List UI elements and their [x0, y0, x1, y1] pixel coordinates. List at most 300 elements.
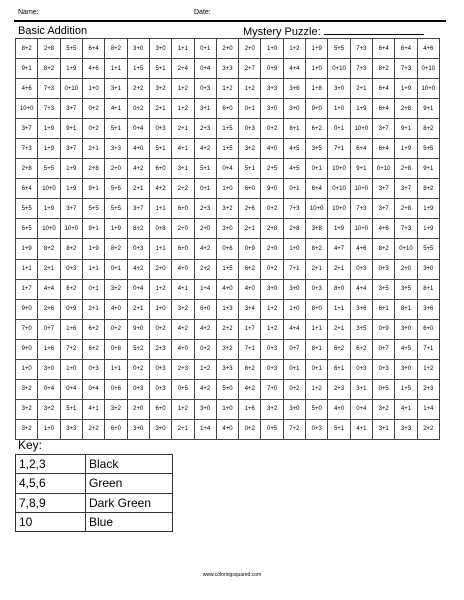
grid-cell[interactable]: 0+1 — [306, 159, 328, 179]
grid-cell[interactable]: 0+1 — [194, 179, 216, 199]
grid-cell[interactable]: 3+0 — [127, 419, 149, 439]
grid-cell[interactable]: 3+0 — [395, 359, 417, 379]
grid-cell[interactable]: 6+4 — [373, 99, 395, 119]
grid-cell[interactable]: 3+3 — [60, 419, 82, 439]
grid-cell[interactable]: 1+2 — [306, 379, 328, 399]
grid-cell[interactable]: 8+2 — [127, 219, 149, 239]
grid-cell[interactable]: 1+2 — [261, 299, 283, 319]
grid-cell[interactable]: 6+0 — [216, 99, 238, 119]
grid-cell[interactable]: 0+2 — [261, 259, 283, 279]
grid-cell[interactable]: 0+4 — [127, 279, 149, 299]
grid-cell[interactable]: 6+4 — [373, 39, 395, 59]
grid-cell[interactable]: 3+0 — [216, 219, 238, 239]
grid-cell[interactable]: 3+2 — [105, 399, 127, 419]
grid-cell[interactable]: 7+3 — [350, 39, 372, 59]
grid-cell[interactable]: 1+1 — [105, 59, 127, 79]
grid-cell[interactable]: 0+1 — [105, 259, 127, 279]
grid-cell[interactable]: 0+2 — [105, 319, 127, 339]
grid-cell[interactable]: 3+2 — [172, 299, 194, 319]
grid-cell[interactable]: 3+6 — [417, 299, 439, 319]
grid-cell[interactable]: 1+9 — [328, 219, 350, 239]
grid-cell[interactable]: 1+9 — [60, 59, 82, 79]
grid-cell[interactable]: 0+3 — [261, 339, 283, 359]
grid-cell[interactable]: 4+5 — [283, 139, 305, 159]
grid-cell[interactable]: 0+9 — [60, 299, 82, 319]
grid-cell[interactable]: 7+1 — [239, 339, 261, 359]
grid-cell[interactable]: 5+1 — [149, 139, 171, 159]
grid-cell[interactable]: 3+5 — [306, 139, 328, 159]
grid-cell[interactable]: 5+5 — [328, 39, 350, 59]
grid-cell[interactable]: 1+2 — [283, 39, 305, 59]
grid-cell[interactable]: 1+5 — [216, 139, 238, 159]
grid-cell[interactable]: 2+8 — [283, 219, 305, 239]
grid-cell[interactable]: 4+2 — [194, 239, 216, 259]
grid-cell[interactable]: 2+1 — [328, 319, 350, 339]
grid-cell[interactable]: 1+0 — [216, 399, 238, 419]
grid-cell[interactable]: 5+1 — [239, 159, 261, 179]
grid-cell[interactable]: 0+10 — [373, 159, 395, 179]
grid-cell[interactable]: 1+0 — [16, 359, 38, 379]
grid-cell[interactable]: 1+2 — [417, 359, 439, 379]
grid-cell[interactable]: 1+5 — [127, 59, 149, 79]
grid-cell[interactable]: 1+9 — [38, 119, 60, 139]
grid-cell[interactable]: 2+8 — [16, 159, 38, 179]
grid-cell[interactable]: 0+3 — [127, 379, 149, 399]
grid-cell[interactable]: 9+1 — [395, 119, 417, 139]
grid-cell[interactable]: 10+0 — [328, 199, 350, 219]
grid-cell[interactable]: 0+2 — [149, 319, 171, 339]
grid-cell[interactable]: 10+0 — [306, 199, 328, 219]
grid-cell[interactable]: 3+5 — [395, 279, 417, 299]
grid-cell[interactable]: 3+2 — [261, 399, 283, 419]
grid-cell[interactable]: 3+2 — [16, 379, 38, 399]
grid-cell[interactable]: 2+0 — [149, 259, 171, 279]
grid-cell[interactable]: 2+8 — [82, 159, 104, 179]
grid-cell[interactable]: 1+9 — [350, 99, 372, 119]
grid-cell[interactable]: 1+3 — [216, 299, 238, 319]
grid-cell[interactable]: 0+10 — [417, 59, 439, 79]
grid-cell[interactable]: 9+1 — [60, 119, 82, 139]
grid-cell[interactable]: 1+2 — [194, 359, 216, 379]
grid-cell[interactable]: 2+2 — [127, 79, 149, 99]
grid-cell[interactable]: 1+4 — [194, 419, 216, 439]
grid-cell[interactable]: 1+1 — [306, 319, 328, 339]
grid-cell[interactable]: 8+2 — [306, 239, 328, 259]
grid-cell[interactable]: 6+4 — [82, 39, 104, 59]
grid-cell[interactable]: 3+7 — [60, 139, 82, 159]
grid-cell[interactable]: 3+0 — [261, 99, 283, 119]
grid-cell[interactable]: 10+0 — [328, 159, 350, 179]
grid-cell[interactable]: 5+1 — [194, 159, 216, 179]
grid-cell[interactable]: 2+8 — [395, 159, 417, 179]
grid-cell[interactable]: 9+1 — [82, 179, 104, 199]
grid-cell[interactable]: 3+0 — [283, 279, 305, 299]
grid-cell[interactable]: 6+0 — [239, 179, 261, 199]
grid-cell[interactable]: 0+4 — [82, 379, 104, 399]
grid-cell[interactable]: 3+2 — [239, 139, 261, 159]
grid-cell[interactable]: 6+0 — [172, 199, 194, 219]
grid-cell[interactable]: 8+2 — [105, 239, 127, 259]
grid-cell[interactable]: 0+2 — [82, 99, 104, 119]
grid-cell[interactable]: 1+5 — [395, 379, 417, 399]
grid-cell[interactable]: 4+2 — [194, 379, 216, 399]
grid-cell[interactable]: 4+6 — [417, 39, 439, 59]
grid-cell[interactable]: 1+9 — [417, 219, 439, 239]
grid-cell[interactable]: 0+3 — [82, 359, 104, 379]
grid-cell[interactable]: 9+0 — [127, 319, 149, 339]
grid-cell[interactable]: 6+2 — [328, 339, 350, 359]
grid-cell[interactable]: 3+2 — [216, 339, 238, 359]
grid-cell[interactable]: 2+8 — [261, 219, 283, 239]
grid-cell[interactable]: 6+0 — [105, 419, 127, 439]
grid-cell[interactable]: 6+2 — [82, 339, 104, 359]
grid-cell[interactable]: 8+2 — [38, 239, 60, 259]
grid-cell[interactable]: 0+3 — [306, 419, 328, 439]
grid-cell[interactable]: 9+1 — [417, 99, 439, 119]
grid-cell[interactable]: 4+0 — [328, 399, 350, 419]
grid-cell[interactable]: 5+1 — [149, 59, 171, 79]
grid-cell[interactable]: 4+1 — [172, 279, 194, 299]
grid-cell[interactable]: 2+0 — [261, 239, 283, 259]
grid-cell[interactable]: 3+1 — [373, 419, 395, 439]
grid-cell[interactable]: 4+7 — [328, 239, 350, 259]
grid-cell[interactable]: 4+0 — [105, 299, 127, 319]
grid-cell[interactable]: 3+3 — [395, 419, 417, 439]
grid-cell[interactable]: 1+9 — [38, 139, 60, 159]
grid-cell[interactable]: 1+7 — [239, 319, 261, 339]
grid-cell[interactable]: 2+8 — [395, 199, 417, 219]
grid-cell[interactable]: 0+8 — [149, 219, 171, 239]
grid-cell[interactable]: 2+5 — [261, 159, 283, 179]
grid-cell[interactable]: 8+0 — [306, 299, 328, 319]
grid-cell[interactable]: 1+0 — [60, 359, 82, 379]
grid-cell[interactable]: 0+3 — [149, 379, 171, 399]
grid-cell[interactable]: 6+0 — [149, 399, 171, 419]
grid-cell[interactable]: 3+0 — [283, 399, 305, 419]
grid-cell[interactable]: 10+0 — [60, 219, 82, 239]
grid-cell[interactable]: 5+0 — [306, 399, 328, 419]
grid-cell[interactable]: 0+1 — [82, 279, 104, 299]
grid-cell[interactable]: 3+7 — [373, 199, 395, 219]
grid-cell[interactable]: 7+3 — [350, 59, 372, 79]
grid-cell[interactable]: 1+2 — [172, 99, 194, 119]
grid-cell[interactable]: 10+0 — [38, 219, 60, 239]
grid-cell[interactable]: 2+0 — [194, 219, 216, 239]
grid-cell[interactable]: 4+5 — [283, 159, 305, 179]
grid-cell[interactable]: 6+1 — [328, 359, 350, 379]
grid-cell[interactable]: 3+1 — [350, 379, 372, 399]
grid-cell[interactable]: 6+4 — [350, 139, 372, 159]
grid-cell[interactable]: 3+7 — [395, 179, 417, 199]
grid-cell[interactable]: 2+3 — [172, 359, 194, 379]
grid-cell[interactable]: 0+10 — [328, 59, 350, 79]
grid-cell[interactable]: 1+2 — [172, 399, 194, 419]
grid-cell[interactable]: 2+1 — [82, 139, 104, 159]
grid-cell[interactable]: 2+4 — [172, 59, 194, 79]
grid-cell[interactable]: 3+0 — [395, 319, 417, 339]
grid-cell[interactable]: 0+6 — [105, 379, 127, 399]
grid-cell[interactable]: 4+6 — [82, 59, 104, 79]
grid-cell[interactable]: 1+0 — [283, 239, 305, 259]
grid-cell[interactable]: 1+4 — [417, 399, 439, 419]
grid-cell[interactable]: 0+4 — [60, 379, 82, 399]
grid-cell[interactable]: 2+2 — [82, 419, 104, 439]
grid-cell[interactable]: 1+6 — [38, 339, 60, 359]
grid-cell[interactable]: 5+5 — [60, 39, 82, 59]
grid-cell[interactable]: 3+2 — [373, 399, 395, 419]
grid-cell[interactable]: 9+1 — [82, 219, 104, 239]
grid-cell[interactable]: 1+2 — [261, 319, 283, 339]
grid-cell[interactable]: 9+1 — [16, 59, 38, 79]
grid-cell[interactable]: 1+1 — [105, 359, 127, 379]
grid-cell[interactable]: 1+5 — [216, 119, 238, 139]
grid-cell[interactable]: 7+0 — [16, 319, 38, 339]
grid-cell[interactable]: 0+7 — [38, 319, 60, 339]
grid-cell[interactable]: 6+2 — [306, 119, 328, 139]
grid-cell[interactable]: 0+2 — [82, 119, 104, 139]
grid-cell[interactable]: 3+5 — [373, 279, 395, 299]
grid-cell[interactable]: 0+3 — [194, 79, 216, 99]
grid-cell[interactable]: 4+0 — [127, 139, 149, 159]
grid-cell[interactable]: 9+0 — [306, 99, 328, 119]
grid-cell[interactable]: 3+8 — [306, 219, 328, 239]
grid-cell[interactable]: 2+1 — [239, 219, 261, 239]
grid-cell[interactable]: 5+5 — [82, 199, 104, 219]
grid-cell[interactable]: 0+3 — [149, 359, 171, 379]
grid-cell[interactable]: 0+2 — [194, 339, 216, 359]
grid-cell[interactable]: 1+1 — [16, 259, 38, 279]
grid-cell[interactable]: 6+0 — [417, 319, 439, 339]
grid-cell[interactable]: 0+8 — [105, 339, 127, 359]
grid-cell[interactable]: 1+9 — [38, 199, 60, 219]
grid-cell[interactable]: 0+7 — [283, 339, 305, 359]
grid-cell[interactable]: 1+9 — [16, 239, 38, 259]
grid-cell[interactable]: 10+0 — [350, 179, 372, 199]
grid-cell[interactable]: 6+4 — [16, 179, 38, 199]
grid-cell[interactable]: 8+2 — [417, 119, 439, 139]
grid-cell[interactable]: 3+0 — [194, 399, 216, 419]
grid-cell[interactable]: 8+2 — [16, 39, 38, 59]
grid-cell[interactable]: 9+0 — [261, 179, 283, 199]
grid-cell[interactable]: 0+4 — [127, 119, 149, 139]
grid-cell[interactable]: 5+1 — [328, 419, 350, 439]
grid-cell[interactable]: 8+2 — [373, 59, 395, 79]
grid-cell[interactable]: 4+6 — [16, 79, 38, 99]
grid-cell[interactable]: 7+1 — [417, 339, 439, 359]
grid-cell[interactable]: 2+1 — [82, 299, 104, 319]
grid-cell[interactable]: 2+8 — [395, 99, 417, 119]
grid-cell[interactable]: 9+0 — [16, 299, 38, 319]
grid-cell[interactable]: 7+3 — [395, 219, 417, 239]
grid-cell[interactable]: 10+0 — [350, 119, 372, 139]
grid-cell[interactable]: 4+0 — [172, 339, 194, 359]
grid-cell[interactable]: 2+1 — [38, 259, 60, 279]
grid-cell[interactable]: 7+1 — [328, 139, 350, 159]
grid-cell[interactable]: 1+0 — [306, 59, 328, 79]
grid-cell[interactable]: 3+0 — [149, 419, 171, 439]
grid-cell[interactable]: 1+6 — [239, 399, 261, 419]
grid-cell[interactable]: 1+9 — [82, 239, 104, 259]
grid-cell[interactable]: 0+4 — [38, 379, 60, 399]
grid-cell[interactable]: 6+2 — [82, 319, 104, 339]
grid-cell[interactable]: 4+6 — [373, 219, 395, 239]
grid-cell[interactable]: 2+2 — [417, 419, 439, 439]
grid-cell[interactable]: 0+5 — [172, 379, 194, 399]
grid-cell[interactable]: 2+7 — [239, 59, 261, 79]
grid-cell[interactable]: 4+2 — [127, 159, 149, 179]
grid-cell[interactable]: 4+1 — [105, 99, 127, 119]
grid-cell[interactable]: 0+3 — [60, 259, 82, 279]
grid-cell[interactable]: 1+1 — [82, 259, 104, 279]
grid-cell[interactable]: 1+0 — [149, 299, 171, 319]
grid-cell[interactable]: 4+5 — [395, 339, 417, 359]
grid-cell[interactable]: 0+7 — [373, 339, 395, 359]
grid-cell[interactable]: 4+4 — [350, 279, 372, 299]
grid-cell[interactable]: 3+3 — [261, 79, 283, 99]
grid-cell[interactable]: 1+2 — [172, 79, 194, 99]
grid-cell[interactable]: 3+3 — [105, 139, 127, 159]
grid-cell[interactable]: 4+6 — [350, 239, 372, 259]
grid-cell[interactable]: 3+5 — [350, 319, 372, 339]
grid-cell[interactable]: 2+1 — [149, 99, 171, 119]
grid-cell[interactable]: 1+4 — [194, 279, 216, 299]
grid-cell[interactable]: 4+2 — [127, 259, 149, 279]
grid-cell[interactable]: 5+5 — [417, 139, 439, 159]
grid-cell[interactable]: 8+2 — [417, 179, 439, 199]
grid-cell[interactable]: 8+2 — [38, 59, 60, 79]
grid-cell[interactable]: 2+0 — [127, 399, 149, 419]
grid-cell[interactable]: 8+1 — [283, 119, 305, 139]
grid-cell[interactable]: 1+0 — [38, 419, 60, 439]
grid-cell[interactable]: 3+0 — [127, 39, 149, 59]
grid-cell[interactable]: 3+1 — [194, 99, 216, 119]
grid-cell[interactable]: 6+4 — [395, 39, 417, 59]
grid-cell[interactable]: 8+2 — [60, 239, 82, 259]
grid-cell[interactable]: 2+1 — [172, 419, 194, 439]
grid-cell[interactable]: 2+0 — [172, 219, 194, 239]
grid-cell[interactable]: 0+6 — [216, 239, 238, 259]
grid-cell[interactable]: 2+6 — [239, 199, 261, 219]
grid-cell[interactable]: 0+3 — [350, 359, 372, 379]
grid-cell[interactable]: 1+9 — [395, 139, 417, 159]
grid-cell[interactable]: 1+9 — [105, 219, 127, 239]
grid-cell[interactable]: 7+0 — [261, 379, 283, 399]
grid-cell[interactable]: 8+1 — [306, 339, 328, 359]
grid-cell[interactable]: 1+0 — [216, 179, 238, 199]
grid-cell[interactable]: 1+9 — [395, 79, 417, 99]
grid-cell[interactable]: 8+1 — [417, 279, 439, 299]
grid-cell[interactable]: 7+3 — [283, 199, 305, 219]
grid-cell[interactable]: 0+4 — [350, 399, 372, 419]
grid-cell[interactable]: 3+2 — [38, 399, 60, 419]
grid-cell[interactable]: 3+4 — [239, 299, 261, 319]
grid-cell[interactable]: 0+9 — [261, 59, 283, 79]
grid-cell[interactable]: 3+7 — [16, 119, 38, 139]
grid-cell[interactable]: 4+2 — [194, 319, 216, 339]
grid-cell[interactable]: 3+6 — [350, 299, 372, 319]
grid-cell[interactable]: 5+2 — [127, 339, 149, 359]
grid-cell[interactable]: 4+0 — [261, 139, 283, 159]
grid-cell[interactable]: 2+1 — [172, 119, 194, 139]
grid-cell[interactable]: 9+0 — [16, 339, 38, 359]
grid-cell[interactable]: 2+3 — [194, 199, 216, 219]
grid-cell[interactable]: 4+2 — [239, 379, 261, 399]
grid-cell[interactable]: 6+4 — [373, 79, 395, 99]
grid-cell[interactable]: 3+2 — [216, 199, 238, 219]
grid-cell[interactable]: 0+10 — [60, 79, 82, 99]
grid-cell[interactable]: 1+5 — [216, 259, 238, 279]
grid-cell[interactable]: 3+7 — [373, 119, 395, 139]
grid-cell[interactable]: 7+3 — [16, 139, 38, 159]
grid-cell[interactable]: 0+2 — [261, 199, 283, 219]
grid-cell[interactable]: 1+7 — [16, 279, 38, 299]
grid-cell[interactable]: 0+10 — [328, 179, 350, 199]
grid-cell[interactable]: 3+2 — [105, 279, 127, 299]
grid-cell[interactable]: 0+1 — [328, 119, 350, 139]
grid-cell[interactable]: 1+9 — [306, 39, 328, 59]
grid-cell[interactable]: 6+4 — [373, 139, 395, 159]
grid-cell[interactable]: 5+1 — [60, 399, 82, 419]
grid-cell[interactable]: 5+0 — [216, 379, 238, 399]
grid-cell[interactable]: 5+5 — [105, 199, 127, 219]
grid-cell[interactable]: 4+0 — [216, 419, 238, 439]
grid-cell[interactable]: 6+2 — [350, 339, 372, 359]
grid-cell[interactable]: 7+2 — [60, 339, 82, 359]
grid-cell[interactable]: 6+2 — [60, 279, 82, 299]
grid-cell[interactable]: 1+2 — [239, 79, 261, 99]
grid-cell[interactable]: 1+9 — [60, 179, 82, 199]
grid-cell[interactable]: 2+1 — [306, 259, 328, 279]
grid-cell[interactable]: 0+9 — [373, 319, 395, 339]
grid-cell[interactable]: 0+2 — [127, 359, 149, 379]
grid-cell[interactable]: 0+3 — [261, 359, 283, 379]
grid-cell[interactable]: 1+9 — [60, 159, 82, 179]
grid-cell[interactable]: 0+1 — [283, 359, 305, 379]
grid-cell[interactable]: 6+4 — [306, 179, 328, 199]
grid-cell[interactable]: 0+2 — [239, 419, 261, 439]
grid-cell[interactable]: 5+5 — [105, 179, 127, 199]
grid-cell[interactable]: 6+0 — [149, 159, 171, 179]
grid-cell[interactable]: 3+3 — [216, 59, 238, 79]
grid-cell[interactable]: 1+0 — [328, 99, 350, 119]
grid-cell[interactable]: 4+2 — [194, 139, 216, 159]
grid-cell[interactable]: 5+1 — [105, 119, 127, 139]
grid-cell[interactable]: 2+1 — [127, 179, 149, 199]
grid-cell[interactable]: 0+2 — [283, 379, 305, 399]
grid-cell[interactable]: 4+0 — [172, 259, 194, 279]
grid-cell[interactable]: 2+0 — [395, 259, 417, 279]
grid-cell[interactable]: 4+2 — [172, 319, 194, 339]
grid-cell[interactable]: 0+2 — [261, 119, 283, 139]
grid-cell[interactable]: 7+3 — [395, 59, 417, 79]
grid-cell[interactable]: 2+3 — [194, 119, 216, 139]
grid-cell[interactable]: 2+3 — [328, 379, 350, 399]
grid-cell[interactable]: 3+7 — [60, 99, 82, 119]
grid-cell[interactable]: 7+3 — [350, 199, 372, 219]
grid-cell[interactable]: 0+9 — [239, 239, 261, 259]
grid-cell[interactable]: 4+0 — [216, 279, 238, 299]
grid-cell[interactable]: 2+0 — [105, 159, 127, 179]
grid-cell[interactable]: 8+2 — [373, 239, 395, 259]
grid-cell[interactable]: 7+1 — [283, 259, 305, 279]
grid-cell[interactable]: 0+1 — [306, 359, 328, 379]
grid-cell[interactable]: 3+1 — [105, 79, 127, 99]
grid-cell[interactable]: 0+5 — [261, 419, 283, 439]
grid-cell[interactable]: 4+1 — [395, 399, 417, 419]
grid-cell[interactable]: 4+2 — [149, 179, 171, 199]
grid-cell[interactable]: 1+9 — [417, 199, 439, 219]
grid-cell[interactable]: 3+0 — [38, 359, 60, 379]
